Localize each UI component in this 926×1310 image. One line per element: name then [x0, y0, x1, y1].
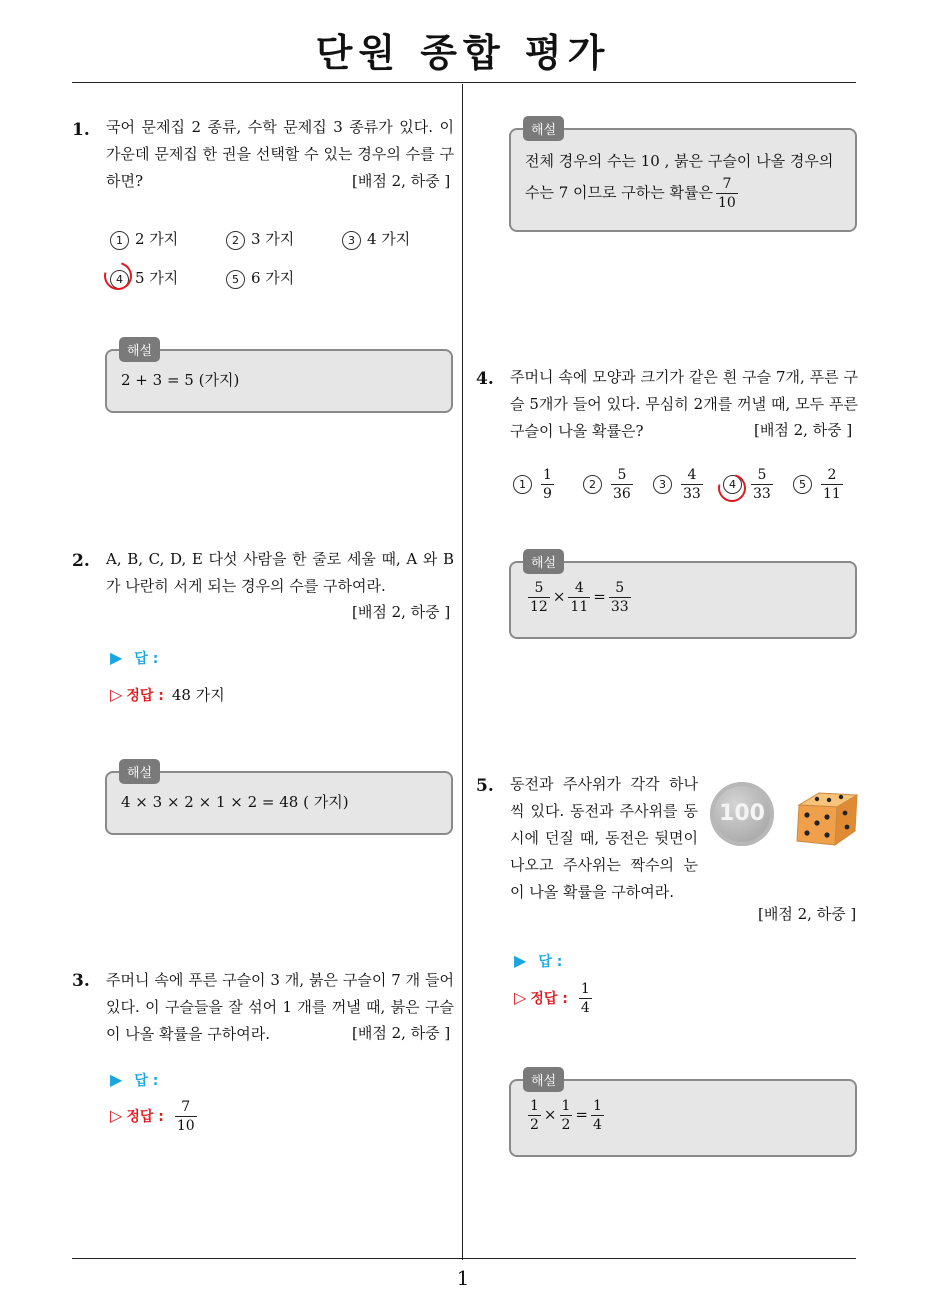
- q4-choice-2-fraction: $\frac{5}{36}$: [613, 467, 631, 502]
- choice-number-icon: 4: [110, 270, 129, 289]
- q1-explanation-text: 2 + 3 = 5 (가지): [121, 371, 240, 389]
- q3-explanation-text: 전체 경우의 수는 10 , 붉은 구슬이 나올 경우의 수는 7 이므로 구하는 확률은 $\frac{7}{10}$: [525, 152, 834, 211]
- explanation-tag: 해설: [523, 116, 564, 141]
- choice-number-icon: 5: [226, 270, 245, 289]
- q4-explanation-math: $\frac{5}{12}$ × $\frac{4}{11}$ = $\frac{5}{33}$: [530, 580, 629, 615]
- q1-choice-5[interactable]: [226, 267, 294, 289]
- choice-number-icon: 1: [110, 231, 129, 250]
- q3-explanation-box: [509, 123, 857, 232]
- q4-text: 주머니 속에 모양과 크기가 같은 흰 구슬 7개, 푸른 구슬 5개가 들어 있다. 무심히 2개를 꺼낼 때, 모두 푸른 구슬이 나올 확률은?: [510, 368, 858, 440]
- choice-number-icon: 1: [513, 475, 532, 494]
- triangle-outline-icon: ▷: [110, 685, 123, 704]
- q2-answer-line[interactable]: [110, 648, 158, 668]
- choice-number-icon: 5: [793, 475, 812, 494]
- fraction: $\frac{1}{2}$: [530, 1098, 539, 1133]
- dice-image: [793, 783, 861, 847]
- fraction: $\frac{1}{4}$: [593, 1098, 602, 1133]
- fraction: $\frac{5}{12}$: [530, 580, 548, 615]
- page-number: 1: [456, 1266, 470, 1290]
- q1-choice-1-label: 2 가지: [135, 230, 179, 248]
- footer-rule: [72, 1258, 856, 1259]
- q1-number: 1.: [72, 120, 90, 140]
- triangle-outline-icon: ▷: [110, 1105, 123, 1125]
- q4-choice-5[interactable]: [793, 468, 846, 501]
- q1-score: [배점 2, 하중 ]: [352, 172, 451, 190]
- q3-correct-line: [110, 1100, 200, 1133]
- q4-number: 4.: [476, 369, 494, 389]
- q3-text: 주머니 속에 푸른 구슬이 3 개, 붉은 구슬이 7 개 들어 있다. 이 구슬들을 잘 섞어 1 개를 꺼낼 때, 붉은 구슬이 나올 확률을 구하여라.: [106, 971, 454, 1043]
- q2-score: [배점 2, 하중 ]: [352, 603, 451, 621]
- q4-choice-3[interactable]: [653, 468, 706, 501]
- column-divider: [462, 84, 463, 1260]
- q1-text: 국어 문제집 2 종류, 수학 문제집 3 종류가 있다. 이 가운데 문제집 한 권을 선택할 수 있는 경우의 수를 구하면?: [106, 118, 454, 190]
- q1-choice-5-label: 6 가지: [251, 269, 295, 287]
- play-icon: ▶: [514, 951, 527, 970]
- q1-choice-1[interactable]: [110, 228, 178, 250]
- q2-number: 2.: [72, 551, 90, 571]
- q1-choice-2-label: 3 가지: [251, 230, 295, 248]
- q1-choice-3-label: 4 가지: [367, 230, 411, 248]
- explanation-tag: 해설: [119, 337, 160, 362]
- choice-number-icon: 3: [342, 231, 361, 250]
- fraction: $\frac{1}{2}$: [561, 1098, 571, 1133]
- fraction: $\frac{4}{11}$: [570, 580, 589, 615]
- q4-choice-4-fraction: $\frac{5}{33}$: [753, 467, 771, 502]
- q3-correct-label: 정답 :: [126, 1108, 164, 1125]
- q2-correct-label: 정답 :: [126, 688, 164, 704]
- q5-correct-line: [514, 982, 595, 1015]
- q5-explanation-box: [509, 1074, 857, 1157]
- q4-choice-5-fraction: $\frac{2}{11}$: [823, 467, 841, 502]
- q2-correct-value: 48 가지: [171, 686, 225, 704]
- q3-score: [배점 2, 하중 ]: [352, 1024, 451, 1042]
- play-icon: ▶: [110, 648, 123, 667]
- choice-number-icon: 3: [653, 475, 672, 494]
- q5-correct-label: 정답 :: [530, 990, 568, 1007]
- q5-explanation-math: $\frac{1}{2}$ × $\frac{1}{2}$ = $\frac{1}{4}$: [530, 1098, 602, 1133]
- q4-choice-1[interactable]: [513, 468, 557, 501]
- q4-choice-1-fraction: $\frac{1}{9}$: [543, 467, 552, 502]
- q3-explanation-fraction: $\frac{7}{10}$: [718, 176, 736, 211]
- q2-explanation-box: [105, 766, 453, 835]
- q2-text: A, B, C, D, E 다섯 사람을 한 줄로 세울 때, A 와 B 가 나란히 서게 되는 경우의 수를 구하여라.: [106, 550, 454, 595]
- q3-number: 3.: [72, 971, 90, 991]
- q2-explanation-text: 4 × 3 × 2 × 1 × 2 = 48 ( 가지): [121, 793, 349, 811]
- q2-answer-label: 답 :: [134, 651, 159, 667]
- q5-text: 동전과 주사위가 각각 하나씩 있다. 동전과 주사위를 동시에 던질 때, 동전은 뒷면이 나오고 주사위는 짝수의 눈이 나올 확률을 구하여라.: [510, 775, 698, 901]
- q5-score: [배점 2, 하중 ]: [758, 905, 857, 923]
- coin-label: 100: [719, 801, 765, 826]
- q1-explanation-box: [105, 344, 453, 413]
- q4-choice-3-fraction: $\frac{4}{33}$: [683, 467, 701, 502]
- q4-explanation-box: [509, 556, 857, 639]
- choice-number-icon: 4: [723, 475, 742, 494]
- choice-number-icon: 2: [226, 231, 245, 250]
- page-title: 단원 종합 평가: [315, 31, 611, 75]
- explanation-tag: 해설: [119, 759, 160, 784]
- selected-answer-mark-icon: [99, 257, 137, 295]
- q3-answer-label: 답 :: [134, 1073, 159, 1089]
- q1-choice-4-label: 5 가지: [135, 269, 179, 287]
- q3-correct-fraction: $\frac{7}{10}$: [176, 1099, 195, 1134]
- explanation-tag: 해설: [523, 1067, 564, 1092]
- fraction: $\frac{5}{33}$: [610, 580, 629, 615]
- q5-correct-fraction: $\frac{1}{4}$: [580, 981, 590, 1016]
- q3-answer-line[interactable]: [110, 1070, 158, 1090]
- q1-choice-3[interactable]: [342, 228, 410, 250]
- q4-choice-2[interactable]: [583, 468, 636, 501]
- q4-score: [배점 2, 하중 ]: [754, 421, 853, 439]
- q2-correct-line: [110, 684, 225, 705]
- header-rule: [72, 82, 856, 83]
- q5-number: 5.: [476, 776, 494, 796]
- q5-answer-label: 답 :: [538, 954, 563, 970]
- q1-choice-2[interactable]: [226, 228, 294, 250]
- coin-image: [710, 782, 774, 846]
- q5-answer-line[interactable]: [514, 951, 562, 971]
- triangle-outline-icon: ▷: [514, 987, 527, 1007]
- choice-number-icon: 2: [583, 475, 602, 494]
- explanation-tag: 해설: [523, 549, 564, 574]
- play-icon: ▶: [110, 1070, 123, 1089]
